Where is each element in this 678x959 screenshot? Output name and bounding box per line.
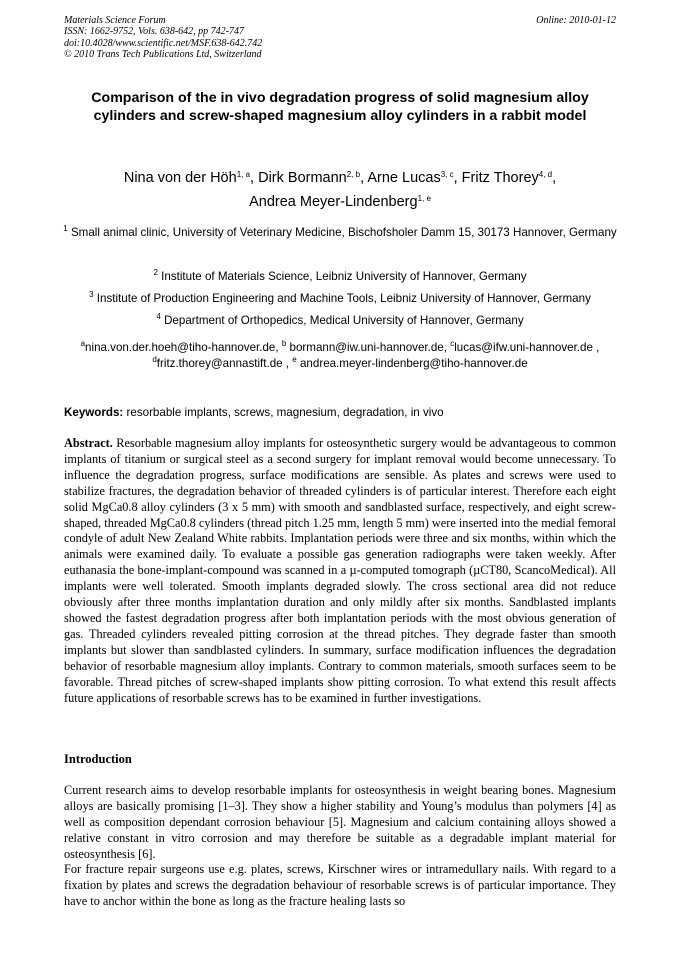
email-sup: c xyxy=(450,339,455,348)
affiliation-text: Institute of Production Engineering and Machine Tools, Leibniz University of Hannover, Germany xyxy=(96,292,591,305)
keywords-label: Keywords: xyxy=(64,406,124,419)
affiliation xyxy=(60,222,620,244)
keywords xyxy=(64,405,616,421)
author-name: Andrea Meyer-Lindenberg xyxy=(249,194,418,210)
journal-header xyxy=(64,15,616,61)
author-list: Nina von der Höh$^{1, a}$, Dirk Bormann$^{2, b}$, Arne Lucas$^{3, c}$, Fritz Thorey$^{4, d}$, Andrea Meyer-Lindenberg$^{1, e}$ xyxy=(123,170,557,210)
author-name: Arne Lucas xyxy=(367,170,441,186)
introduction-paragraph-1: Current research aims to develop resorbable implants for osteosynthesis in weight bearing bones. Magnesium alloys are basically promising [1–3]. They show a higher stability and Young’s modulus than polymers [4] as well as composition dependant corrosion behaviour [5]. Magnesium and calcium containing alloys showed a relative constant in vitro corrosion and may therefore be suitable as a degradable implant material for osteosynthesis [6]. xyxy=(64,783,616,861)
author-name: Dirk Bormann xyxy=(258,170,347,186)
author-sup: 1, e xyxy=(417,194,431,203)
affiliation-text: Small animal clinic, University of Veterinary Medicine, Bischofsholer Damm 15, 30173 Hannover, Germany xyxy=(70,226,617,239)
email-list xyxy=(64,340,616,372)
author-sup: 2, b xyxy=(346,170,361,179)
paper-title: Comparison of the in vivo degradation progress of solid magnesium alloy cylinders and screw-shaped magnesium alloy cylinders in a rabbit model xyxy=(91,90,589,124)
email-address: fritz.thorey@annastift.de , xyxy=(156,357,290,370)
affiliation-text: Institute of Materials Science, Leibniz University of Hannover, Germany xyxy=(161,270,527,283)
keywords-text: resorbable implants, screws, magnesium, degradation, in vivo xyxy=(126,406,444,419)
affiliation-sup: 2 xyxy=(153,268,158,277)
abstract xyxy=(64,436,616,706)
author-sup: 1, a xyxy=(236,170,251,179)
journal-name: Materials Science Forum xyxy=(64,15,166,26)
introduction-paragraph-2: For fracture repair surgeons use e.g. plates, screws, Kirschner wires or intramedullary nails. With regard to a fixation by plates and screws the degradation behaviour of resorbable screws is of particular importance. They have to anchor within the bone as long as the fracture healing lasts so xyxy=(64,862,616,908)
journal-issn: ISSN: 1662-9752, Vols. 638-642, pp 742-747 xyxy=(64,26,244,38)
abstract-label: Abstract. xyxy=(64,436,113,450)
author-sup: 4, d xyxy=(538,170,553,179)
email-sup: b xyxy=(281,339,287,348)
email-address: bormann@iw.uni-hannover.de, xyxy=(289,341,447,354)
author-name: Nina von der Höh xyxy=(123,170,237,186)
journal-copyright: © 2010 Trans Tech Publications Ltd, Switzerland xyxy=(64,49,262,61)
affiliation-sup: 3 xyxy=(89,290,94,299)
email-address: andrea.meyer-lindenberg@tiho-hannover.de xyxy=(299,357,528,370)
online-date: Online: 2010-01-12 xyxy=(536,15,616,26)
email-address: lucas@ifw.uni-hannover.de , xyxy=(454,341,600,354)
email-address: nina.von.der.hoeh@tiho-hannover.de, xyxy=(85,341,279,354)
author-sup: 3, c xyxy=(440,170,454,179)
journal-doi: doi:10.4028/www.scientific.net/MSF.638-642.742 xyxy=(64,37,263,49)
section-heading-introduction: Introduction xyxy=(64,752,132,766)
affiliation xyxy=(60,288,620,310)
abstract-text: Resorbable magnesium alloy implants for osteosynthetic surgery would be advantageous to common implants of titanium or surgical steel as a second surgery for implant removal would become unnecessary. To influence the degradation progress, surface modifications are sensible. As plates and screws were used to stabilize fractures, the degradation behavior of threaded cylinders is of particular interest. Therefore each eight solid MgCa0.8 alloy cylinders (3 x 5 mm) with smooth and sandblasted surface, respectively, and eight screw-shaped, threaded MgCa0.8 cylinders (thread pitch 1.25 mm, length 5 mm) were inserted into the medial femoral condyle of adult New Zealand White rabbits. Implantation periods were three and six months, within which the animals were examined daily. To evaluate a possible gas generation radiographs were taken weekly. After euthanasia the bone-implant-compound was scanned in a µ-computed tomograph (µCT80, ScancoMedical). All implants were well tolerated. Smooth implants degraded slowly. The cross sectional area did not reduce obviously after three months implantation duration and only mildly after six months. Sandblasted implants showed the fastest degradation progress after both implantation periods with the most obvious generation of gas. Threaded cylinders revealed pitting corrosion at the thread pitches. They degrade faster than smooth implants but slower than sandblasted cylinders. In summary, surface modification influences the degradation behavior of resorbable magnesium alloy implants. Contrary to common materials, smooth surfaces seem to be favorable. Thread pitches of screw-shaped implants show pitting corrosion. To what extend this result affects future applications of resorbable screws has to be examined in further investigations. xyxy=(64,436,616,705)
affiliation-sup: 1 xyxy=(63,224,68,233)
author-name: Fritz Thorey xyxy=(461,170,539,186)
email-sup: a xyxy=(80,339,86,348)
email-sup: e xyxy=(292,355,297,364)
affiliation xyxy=(60,266,620,288)
affiliation xyxy=(60,310,620,332)
affiliation-sup: 4 xyxy=(156,312,161,321)
email-sup: d xyxy=(152,355,157,364)
affiliation-text: Department of Orthopedics, Medical University of Hannover, Germany xyxy=(164,314,524,327)
